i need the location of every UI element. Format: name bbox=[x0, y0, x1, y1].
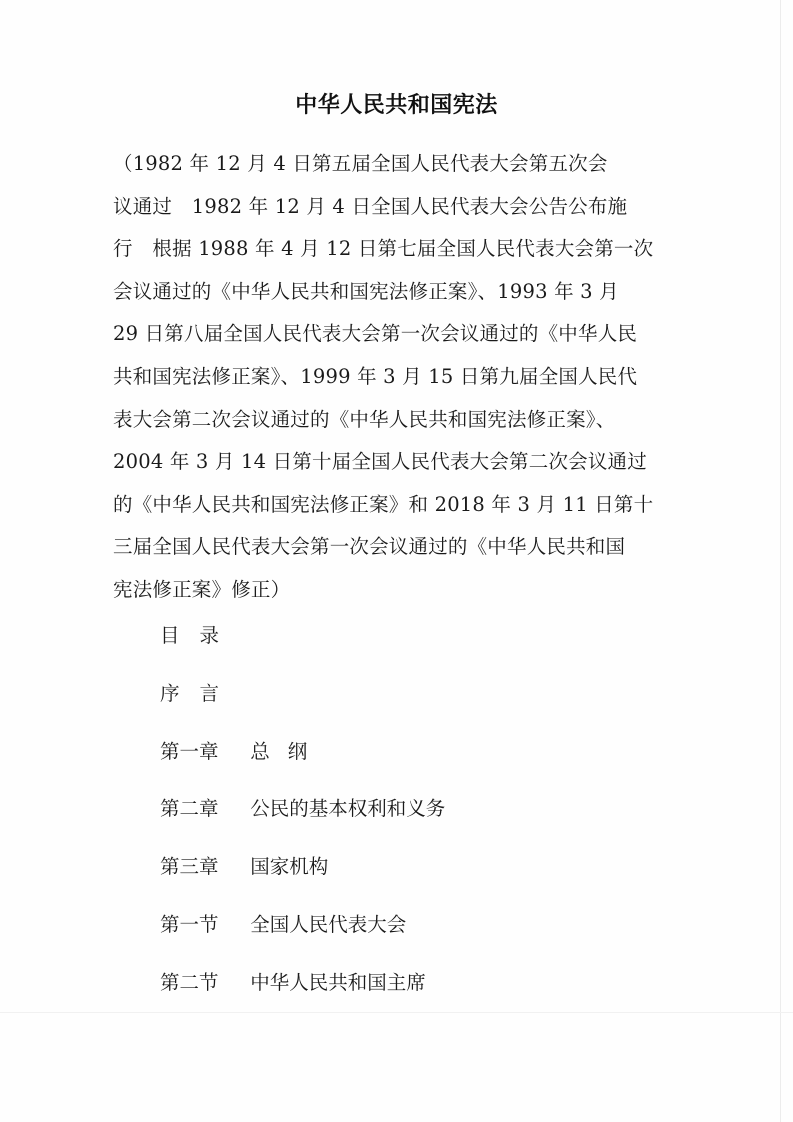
toc-text: 全国人民代表大会 bbox=[250, 912, 407, 936]
toc-label: 第二节 bbox=[160, 970, 219, 994]
toc-entry-chapter-2 bbox=[160, 789, 445, 847]
toc-label: 第三章 bbox=[160, 855, 219, 879]
preamble-line: 2004 年 3 月 14 日第十届全国人民代表大会第二次会议通过 bbox=[113, 450, 647, 474]
toc-label: 目录 bbox=[160, 624, 240, 647]
toc-label: 第二章 bbox=[160, 797, 219, 821]
preamble-line: 三届全国人民代表大会第一次会议通过的《中华人民共和国 bbox=[113, 535, 626, 559]
toc-entry-preface bbox=[160, 674, 445, 732]
preamble-line: 的《中华人民共和国宪法修正案》和 2018 年 3 月 11 日第十 bbox=[113, 492, 654, 516]
preamble-line: 行 根据 1988 年 4 月 12 日第七届全国人民代表大会第一次 bbox=[113, 237, 654, 261]
toc-label: 序言 bbox=[160, 681, 240, 705]
preamble-line: 表大会第二次会议通过的《中华人民共和国宪法修正案》、 bbox=[113, 407, 616, 431]
preamble-line: 会议通过的《中华人民共和国宪法修正案》、1993 年 3 月 bbox=[113, 279, 619, 303]
toc-entry-chapter-1 bbox=[160, 732, 445, 790]
preamble-line: 议通过 1982 年 12 月 4 日全国人民代表大会公告公布施 bbox=[113, 194, 628, 218]
toc-entry-section-1 bbox=[160, 905, 445, 963]
preamble-line: 共和国宪法修正案》、1999 年 3 月 15 日第九届全国人民代 bbox=[113, 364, 638, 388]
preamble-paragraph bbox=[113, 143, 673, 612]
toc-text: 国家机构 bbox=[250, 855, 329, 879]
toc-text: 中华人民共和国主席 bbox=[250, 970, 426, 994]
toc-text: 公民的基本权利和义务 bbox=[250, 797, 446, 821]
toc-label: 第一章 bbox=[160, 739, 219, 763]
toc-entry-chapter-3 bbox=[160, 847, 445, 905]
preamble-line: 宪法修正案》修正） bbox=[113, 577, 291, 601]
table-of-contents bbox=[160, 616, 445, 1021]
preamble-line: （1982 年 12 月 4 日第五届全国人民代表大会第五次会 bbox=[113, 152, 608, 175]
document-title: 中华人民共和国宪法 bbox=[295, 93, 498, 118]
toc-label: 第一节 bbox=[160, 912, 219, 936]
toc-text: 总纲 bbox=[250, 739, 326, 763]
scan-margin-line bbox=[780, 0, 781, 1122]
preamble-line: 29 日第八届全国人民代表大会第一次会议通过的《中华人民 bbox=[113, 322, 638, 346]
toc-entry-contents bbox=[160, 616, 445, 674]
toc-entry-section-2 bbox=[160, 963, 445, 1021]
